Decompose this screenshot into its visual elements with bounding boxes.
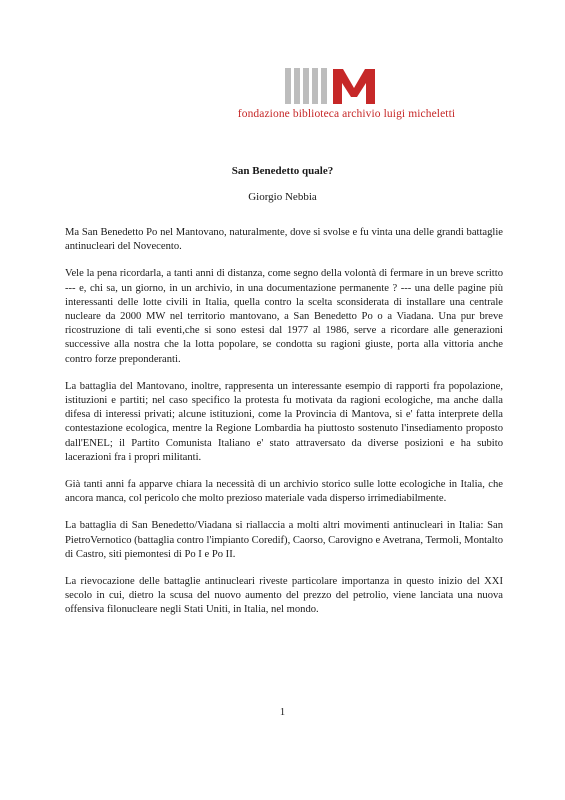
document-author: Giorgio Nebbia (248, 191, 317, 203)
logo-text: fondazione biblioteca archivio luigi micheletti (237, 108, 456, 120)
paragraph: La rievocazione delle battaglie antinucleari riveste particolare importanza in questo inizio del XXI secolo in cui, dietro la scusa del nuovo aumento del prezzo del petrolio, viene lanciata una nuova offensiva filonucleare negli Stati Uniti, in Italia, nel mondo. (65, 576, 503, 616)
document-title: San Benedetto quale? (231, 165, 334, 177)
paragraph: La battaglia di San Benedetto/Viadana si riallaccia a molti altri movimenti antinucleari in Italia: San PietroVernotico (battaglia contro l'impianto Coredif), Caorso, Carovigno e Avetrana, Termoli, Montalto di Castro, siti piemontesi di Po I e Po II. (65, 520, 503, 560)
logo-m-mark (331, 66, 377, 106)
paragraph: Vele la pena ricordarla, a tanti anni di distanza, come segno della volontà di fermare in un breve scritto --- e, chi sa, un giorno, in un archivio, in una documentazione permanente ? --- una delle pagine più interessanti delle lotte civili in Italia, quella contro la scelta sconsiderata di installare una centrale nucleare da 2000 MW nel territorio mantovano, a San Benedetto Po o a Viadana. Una pur breve ricostruzione di tali eventi,che si sono estesi dal 1977 al 1986, serve a ricordare alle generazioni successive alla nostra che la lotta popolare, se condotta su ragioni giuste, porta alla vittoria anche contro forze preponderanti. (65, 268, 503, 365)
document-body (65, 226, 503, 631)
paragraph: Già tanti anni fa apparve chiara la necessità di un archivio storico sulle lotte ecologiche in Italia, che ancora manca, col pericolo che molto prezioso materiale vada disperso irrimediabilmente. (65, 479, 503, 505)
page-number: 1 (279, 707, 286, 718)
foundation-logo (0, 68, 565, 124)
paragraph: La battaglia del Mantovano, inoltre, rappresenta un interessante esempio di rapporti fra popolazione, istituzioni e partiti; nel caso specifico la protesta fu motivata da ragioni ecologiche, ma anche dalla difesa di interessi privati; alcune istituzioni, come la Provincia di Mantova, si e' fatta interprete della contestazione ecologica, mentre la Regione Lombardia ha piuttosto sostenuto l'insediamento proposto dall'ENEL; il Partito Comunista Italiano e' stato attraversato da diverse posizioni e ha subito lacerazioni fra i propri militanti. (65, 380, 503, 463)
paragraph: Ma San Benedetto Po nel Mantovano, naturalmente, dove si svolse e fu vinta una delle grandi battaglie antinucleari del Novecento. (65, 227, 503, 253)
